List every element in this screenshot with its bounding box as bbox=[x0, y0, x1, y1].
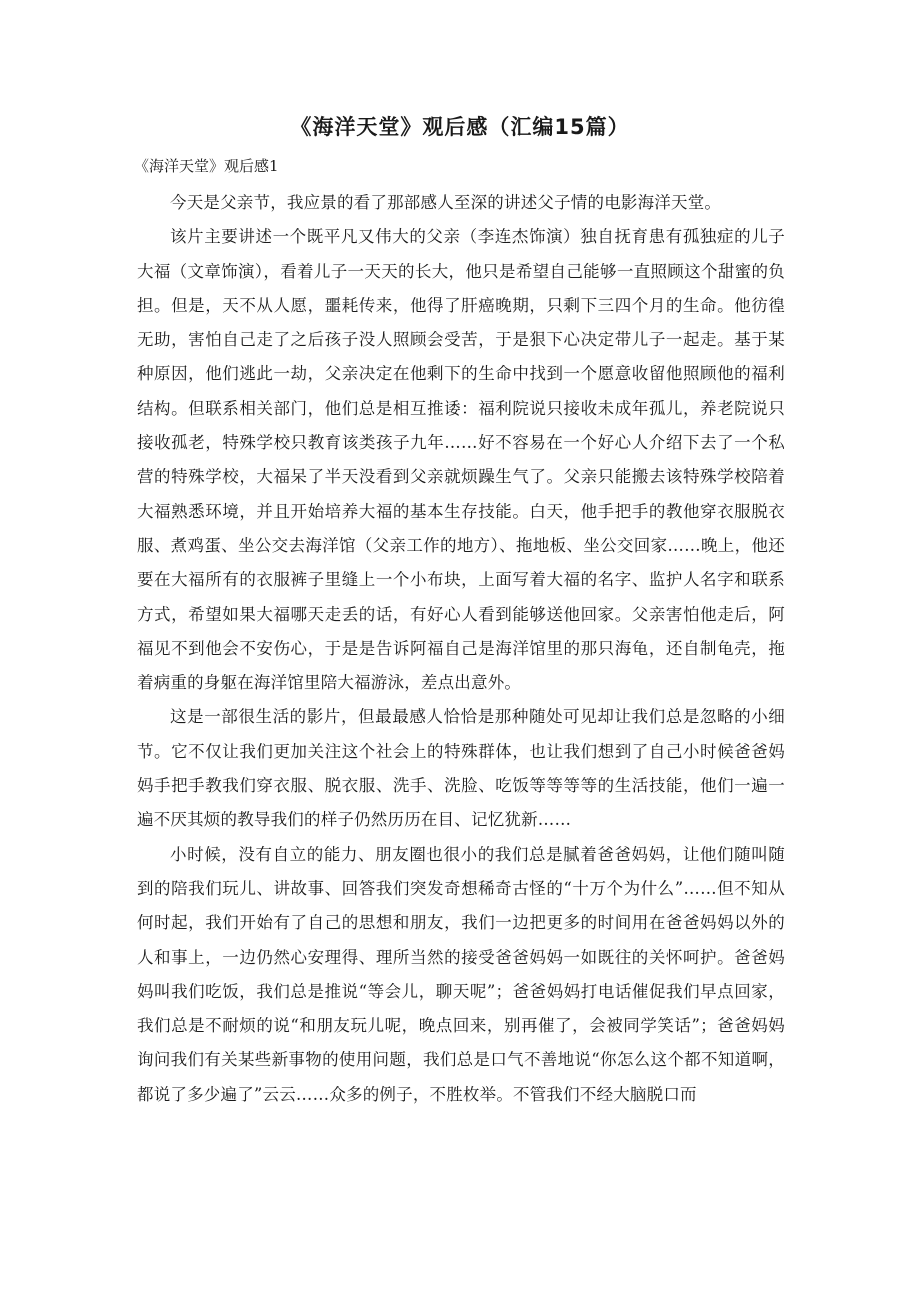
document-title: 《海洋天堂》观后感（汇编15篇） bbox=[290, 115, 630, 139]
section-heading: 《海洋天堂》观后感1 bbox=[134, 157, 279, 175]
document-body bbox=[137, 186, 785, 1112]
paragraph-2: 该片主要讲述一个既平凡又伟大的父亲（李连杰饰演）独自抚育患有孤独症的儿子大福（文章饰演），看着儿子一天天的长大，他只是希望自己能够一直照顾这个甜蜜的负担。但是，天不从人愿，噩耗传来，他得了肝癌晚期，只剩下三四个月的生命。他彷徨无助，害怕自己走了之后孩子没人照顾会受苦，于是狠下心决定带儿子一起走。基于某种原因，他们逃此一劫，父亲决定在他剩下的生命中找到一个愿意收留他照顾他的福利结构。但联系相关部门，他们总是相互推诿：福利院说只接收未成年孤儿，养老院说只接收孤老，特殊学校只教育该类孩子九年……好不容易在一个好心人介绍下去了一个私营的特殊学校，大福呆了半天没看到父亲就烦躁生气了。父亲只能搬去该特殊学校陪着大福熟悉环境，并且开始培养大福的基本生存技能。白天，他手把手的教他穿衣服脱衣服、煮鸡蛋、坐公交去海洋馆（父亲工作的地方）、拖地板、坐公交回家……晚上，他还要在大福所有的衣服裤子里缝上一个小布块，上面写着大福的名字、监护人名字和联系方式，希望如果大福哪天走丢的话，有好心人看到能够送他回家。父亲害怕他走后，阿福见不到他会不安伤心，于是是告诉阿福自己是海洋馆里的那只海龟，还自制龟壳，拖着病重的身躯在海洋馆里陪大福游泳，差点出意外。 bbox=[137, 227, 785, 693]
paragraph-1: 今天是父亲节，我应景的看了那部感人至深的讲述父子情的电影海洋天堂。 bbox=[170, 193, 722, 212]
paragraph-4: 小时候，没有自立的能力、朋友圈也很小的我们总是腻着爸爸妈妈，让他们随叫随到的陪我们玩儿、讲故事、回答我们突发奇想稀奇古怪的“十万个为什么”……但不知从何时起，我们开始有了自己的思想和朋友，我们一边把更多的时间用在爸爸妈妈以外的人和事上，一边仍然心安理得、理所当然的接受爸爸妈妈一如既往的关怀呵护。爸爸妈妈叫我们吃饭，我们总是推说“等会儿，聊天呢”；爸爸妈妈打电话催促我们早点回家，我们总是不耐烦的说“和朋友玩儿呢，晚点回来，别再催了，会被同学笑话”；爸爸妈妈询问我们有关某些新事物的使用问题，我们总是口气不善地说“你怎么这个都不知道啊，都说了多少遍了”云云……众多的例子，不胜枚举。不管我们不经大脑脱口而 bbox=[137, 844, 785, 1104]
paragraph-3: 这是一部很生活的影片，但最最感人恰恰是那种随处可见却让我们总是忽略的小细节。它不仅让我们更加关注这个社会上的特殊群体，也让我们想到了自己小时候爸爸妈妈手把手教我们穿衣服、脱衣服、洗手、洗脸、吃饭等等等等的生活技能，他们一遍一遍不厌其烦的教导我们的样子仍然历历在目、记忆犹新…… bbox=[137, 707, 785, 830]
